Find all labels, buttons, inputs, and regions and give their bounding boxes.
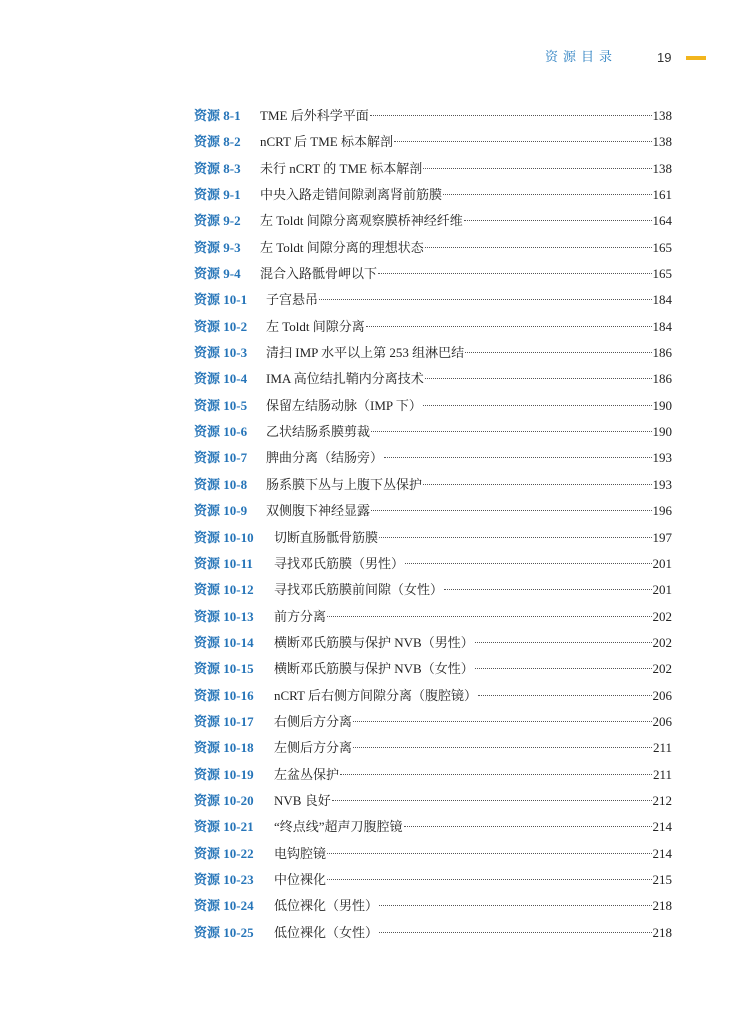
toc-entry-label: 资源 10-20 <box>194 792 254 808</box>
toc-entry-label: 资源 10-6 <box>194 424 248 440</box>
toc-entry[interactable] <box>194 788 672 814</box>
toc-entry-title: 横断邓氏筋膜与保护 NVB（女性） <box>274 661 474 677</box>
toc-entry-title: 左 Toldt 间隙分离 <box>266 318 365 334</box>
toc-entry-title: 左 Toldt 间隙分离的理想状态 <box>260 239 424 255</box>
toc-leader-dots <box>444 589 651 590</box>
toc-entry[interactable] <box>194 287 672 313</box>
toc-entry-title: 中位裸化 <box>274 871 327 887</box>
toc-leader-dots <box>332 800 652 801</box>
toc-leader-dots <box>464 220 652 221</box>
toc-leader-dots <box>340 774 652 775</box>
toc-entry-page: 165 <box>652 266 672 282</box>
toc-entry-title: 前方分离 <box>274 608 327 624</box>
toc-entry-page: 202 <box>652 661 672 677</box>
toc-entry[interactable] <box>194 129 672 155</box>
toc-entry[interactable] <box>194 182 672 208</box>
toc-entry-page: 212 <box>652 792 672 808</box>
toc-entry-page: 214 <box>652 845 672 861</box>
toc-entry-title: nCRT 后右侧方间隙分离（腹腔镜） <box>274 687 478 703</box>
toc-leader-dots <box>423 484 651 485</box>
toc-entry-title: 低位裸化（女性） <box>274 924 379 940</box>
toc-entry-label: 资源 10-16 <box>194 687 254 703</box>
toc-entry-page: 161 <box>652 187 672 203</box>
toc-entry-page: 165 <box>652 239 672 255</box>
toc-entry-page: 196 <box>652 503 672 519</box>
toc-entry-label: 资源 10-12 <box>194 582 254 598</box>
toc-entry-label: 资源 9-1 <box>194 187 241 203</box>
toc-entry[interactable] <box>194 604 672 630</box>
toc-entry-page: 186 <box>652 371 672 387</box>
toc-entry-title: “终点线”超声刀腹腔镜 <box>274 819 403 835</box>
toc-entry-label: 资源 10-23 <box>194 871 254 887</box>
toc-entry-title: 未行 nCRT 的 TME 标本解剖 <box>260 160 423 176</box>
toc-entry-title: 左盆丛保护 <box>274 766 340 782</box>
toc-entry[interactable] <box>194 709 672 735</box>
toc-entry-label: 资源 10-3 <box>194 345 248 361</box>
toc-leader-dots <box>327 879 651 880</box>
toc-entry[interactable] <box>194 762 672 788</box>
toc-entry[interactable] <box>194 577 672 603</box>
toc-entry[interactable] <box>194 867 672 893</box>
toc-entry[interactable] <box>194 551 672 577</box>
toc-leader-dots <box>443 194 651 195</box>
toc-entry-page: 138 <box>652 108 672 123</box>
toc-leader-dots <box>370 115 652 116</box>
toc-entry-label: 资源 8-2 <box>194 134 241 150</box>
toc-entry-label: 资源 10-9 <box>194 503 248 519</box>
toc-entry-title: 混合入路骶骨岬以下 <box>260 266 378 282</box>
toc-entry-label: 资源 9-4 <box>194 266 241 282</box>
toc-entry-page: 193 <box>652 476 672 492</box>
toc-entry-page: 202 <box>652 608 672 624</box>
toc-entry-label: 资源 10-11 <box>194 555 253 571</box>
toc-entry-label: 资源 10-10 <box>194 529 254 545</box>
toc-entry-title: 左侧后方分离 <box>274 740 353 756</box>
toc-leader-dots <box>425 378 652 379</box>
toc-entry-page: 218 <box>652 924 672 940</box>
toc-entry-title: 脾曲分离（结肠旁） <box>266 450 384 466</box>
toc-entry-page: 211 <box>652 740 672 756</box>
toc-entry-title: 寻找邓氏筋膜前间隙（女性） <box>274 582 444 598</box>
toc-entry-label: 资源 10-4 <box>194 371 248 387</box>
toc-entry-page: 215 <box>652 871 672 887</box>
toc-leader-dots <box>425 247 652 248</box>
section-title: 资源目录 <box>545 50 618 65</box>
toc-leader-dots <box>327 853 651 854</box>
toc-entry-page: 201 <box>652 582 672 598</box>
toc-entry-label: 资源 10-15 <box>194 661 254 677</box>
toc-entry-title: 横断邓氏筋膜与保护 NVB（男性） <box>274 634 474 650</box>
toc-leader-dots <box>366 326 652 327</box>
toc-leader-dots <box>379 905 651 906</box>
toc-entry-page: 164 <box>652 213 672 229</box>
toc-leader-dots <box>475 668 652 669</box>
toc-entry-label: 资源 9-3 <box>194 239 241 255</box>
toc-entry-label: 资源 10-5 <box>194 397 248 413</box>
toc-entry[interactable] <box>194 235 672 261</box>
toc-entry-label: 资源 10-2 <box>194 318 248 334</box>
page-number: 19 <box>657 50 672 65</box>
toc-entry[interactable] <box>194 208 672 234</box>
toc-entry-label: 资源 10-14 <box>194 634 254 650</box>
toc-leader-dots <box>379 932 651 933</box>
toc-entry-label: 资源 10-7 <box>194 450 248 466</box>
toc-leader-dots <box>465 352 651 353</box>
toc-leader-dots <box>319 299 651 300</box>
toc-leader-dots <box>423 168 651 169</box>
toc-entry-label: 资源 10-22 <box>194 845 254 861</box>
toc-entry-label: 资源 8-3 <box>194 160 241 176</box>
toc-leader-dots <box>353 747 652 748</box>
toc-leader-dots <box>394 141 652 142</box>
toc-entry[interactable] <box>194 525 672 551</box>
toc-leader-dots <box>371 431 651 432</box>
toc-entry-page: 184 <box>652 318 672 334</box>
toc-entry[interactable] <box>194 366 672 392</box>
toc-entry-label: 资源 10-21 <box>194 819 254 835</box>
toc-entry-page: 190 <box>652 424 672 440</box>
toc-entry-title: 肠系膜下丛与上腹下丛保护 <box>266 476 423 492</box>
toc-entry[interactable] <box>194 735 672 761</box>
toc-entry-label: 资源 9-2 <box>194 213 241 229</box>
toc-leader-dots <box>384 457 651 458</box>
table-of-contents <box>194 103 672 946</box>
toc-entry[interactable] <box>194 393 672 419</box>
toc-leader-dots <box>423 405 652 406</box>
toc-entry-title: 切断直肠骶骨筋膜 <box>274 529 379 545</box>
toc-entry-label: 资源 8-1 <box>194 108 241 123</box>
toc-leader-dots <box>378 273 651 274</box>
toc-entry-page: 218 <box>652 898 672 914</box>
toc-entry[interactable] <box>194 630 672 656</box>
toc-entry-label: 资源 10-1 <box>194 292 248 308</box>
toc-entry[interactable] <box>194 472 672 498</box>
toc-entry-title: 保留左结肠动脉（IMP 下） <box>266 397 422 413</box>
toc-entry[interactable] <box>194 893 672 919</box>
toc-entry-title: 子宫悬吊 <box>266 292 319 308</box>
toc-leader-dots <box>405 563 651 564</box>
toc-entry[interactable] <box>194 156 672 182</box>
toc-entry-title: 左 Toldt 间隙分离观察膜桥神经纤维 <box>260 213 463 229</box>
toc-entry-page: 138 <box>652 160 672 176</box>
toc-entry[interactable] <box>194 656 672 682</box>
toc-leader-dots <box>475 642 652 643</box>
toc-entry-page: 197 <box>652 529 672 545</box>
toc-entry-title: 中央入路走错间隙剥离肾前筋膜 <box>260 187 443 203</box>
toc-entry[interactable] <box>194 261 672 287</box>
toc-entry[interactable] <box>194 103 672 129</box>
page-header <box>0 48 730 68</box>
toc-entry-page: 184 <box>652 292 672 308</box>
toc-entry-label: 资源 10-24 <box>194 898 254 914</box>
toc-entry-title: 右侧后方分离 <box>274 713 353 729</box>
toc-entry-page: 201 <box>652 555 672 571</box>
toc-leader-dots <box>379 537 651 538</box>
toc-entry-label: 资源 10-25 <box>194 924 254 940</box>
toc-entry-title: NVB 良好 <box>274 792 331 808</box>
toc-entry-page: 138 <box>652 134 672 150</box>
toc-entry-page: 211 <box>652 766 672 782</box>
toc-entry[interactable] <box>194 445 672 471</box>
toc-entry-label: 资源 10-13 <box>194 608 254 624</box>
toc-entry[interactable] <box>194 920 672 946</box>
toc-entry-page: 186 <box>652 345 672 361</box>
toc-entry-page: 202 <box>652 634 672 650</box>
toc-entry-label: 资源 10-18 <box>194 740 254 756</box>
toc-entry[interactable] <box>194 340 672 366</box>
toc-entry[interactable] <box>194 498 672 524</box>
toc-entry-page: 206 <box>652 713 672 729</box>
toc-entry-title: 低位裸化（男性） <box>274 898 379 914</box>
toc-entry-label: 资源 10-8 <box>194 476 248 492</box>
toc-leader-dots <box>478 695 651 696</box>
toc-entry-page: 190 <box>652 397 672 413</box>
toc-entry-title: 清扫 IMP 水平以上第 253 组淋巴结 <box>266 345 465 361</box>
toc-leader-dots <box>404 826 652 827</box>
toc-entry-title: 双侧腹下神经显露 <box>266 503 371 519</box>
toc-entry-title: 乙状结肠系膜剪裁 <box>266 424 371 440</box>
toc-leader-dots <box>371 510 651 511</box>
toc-entry-title: 寻找邓氏筋膜（男性） <box>274 555 405 571</box>
toc-entry-label: 资源 10-19 <box>194 766 254 782</box>
toc-entry-title: 电钩腔镜 <box>274 845 327 861</box>
accent-bar <box>686 56 706 60</box>
toc-leader-dots <box>353 721 651 722</box>
toc-entry-label: 资源 10-17 <box>194 713 254 729</box>
toc-entry[interactable] <box>194 314 672 340</box>
toc-entry[interactable] <box>194 841 672 867</box>
toc-entry-title: TME 后外科学平面 <box>260 108 369 123</box>
toc-entry[interactable] <box>194 419 672 445</box>
toc-entry-page: 214 <box>652 819 672 835</box>
toc-entry-page: 193 <box>652 450 672 466</box>
toc-entry[interactable] <box>194 814 672 840</box>
toc-entry-page: 206 <box>652 687 672 703</box>
toc-entry-title: IMA 高位结扎鞘内分离技术 <box>266 371 424 387</box>
toc-entry-title: nCRT 后 TME 标本解剖 <box>260 134 393 150</box>
toc-entry[interactable] <box>194 683 672 709</box>
toc-leader-dots <box>327 616 651 617</box>
